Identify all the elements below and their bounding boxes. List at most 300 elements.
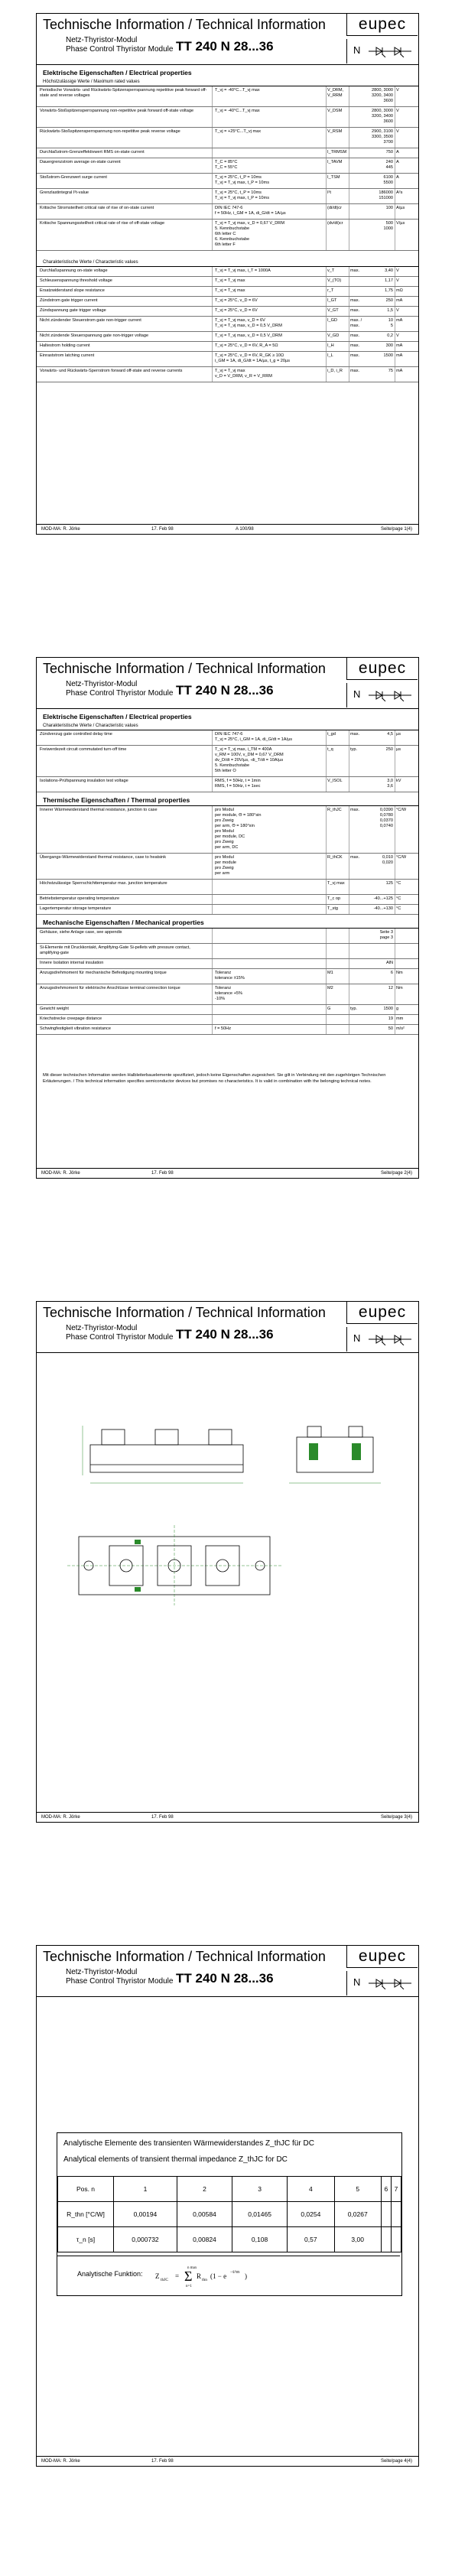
- rth-cell: [381, 2202, 391, 2227]
- svg-text:Σ: Σ: [184, 2269, 193, 2284]
- minmax-cell: max. / max.: [350, 318, 362, 328]
- disclaimer-note: Mit dieser technischen Information werden Halbleiterbauelemente spezifiziert, jedoch keine Eigenschaften zugesichert. Sie gilt in Verbindung mit den zugehörigen Technischen Erläuterungen. / This technical information specifies semiconductor devices but promises no characteristics. It is valid in combination with the belonging technical notes.: [43, 1073, 386, 1084]
- pos-label: Pos. n: [58, 2177, 114, 2202]
- thyristor-pair-icon: [369, 1977, 411, 1989]
- symbol-cell: t_q: [327, 747, 333, 752]
- type-designation: TT 240 N 28...36: [176, 1971, 274, 1986]
- symbol-cell: R_thCK: [327, 855, 343, 860]
- rth-label: R_thn [°C/W]: [58, 2202, 114, 2227]
- param-cell: Kritische Stromsteilheit critical rate of rise of on-state current: [40, 206, 154, 210]
- value-cell: 1500: [383, 1007, 393, 1011]
- condition-cell: DIN IEC 747-6 f = 50Hz, i_GM = 1A, di_G/dt = 1A/µs: [215, 206, 286, 216]
- page2-body: [37, 709, 418, 1088]
- type-designation: TT 240 N 28...36: [176, 39, 274, 54]
- condition-cell: pro Modul per module pro Zweig per arm: [215, 855, 236, 876]
- header: [37, 658, 418, 709]
- unit-cell: mΩ: [396, 288, 403, 293]
- table-row: [58, 2177, 401, 2202]
- circuit-symbol: [346, 1971, 418, 1995]
- symbol-cell: I_TRMSM: [327, 150, 347, 154]
- symbol-cell: V_DSM: [327, 109, 343, 113]
- value-cell: 19: [388, 1016, 393, 1021]
- param-cell: Anzugsdrehmoment für elektrische Anschlüsse terminal connection torque: [40, 986, 180, 990]
- rth-cell: [391, 2202, 401, 2227]
- param-cell: Isolations-Prüfspannung insulation test voltage: [40, 779, 128, 783]
- symbol-cell: G: [327, 1007, 331, 1011]
- type-designation: TT 240 N 28...36: [176, 1327, 274, 1342]
- footer-date: 17. Feb 98: [151, 1815, 174, 1820]
- table-row: [58, 2227, 401, 2252]
- table-mechanical: [37, 928, 418, 1035]
- table-row: [37, 128, 418, 148]
- value-cell: 2800, 3000 3200, 3400 3600: [372, 88, 393, 103]
- param-cell: Innere Isolation internal insulation: [40, 961, 104, 965]
- pos-cell: 5: [334, 2177, 381, 2202]
- unit-cell: µs: [396, 732, 401, 737]
- symbol-cell: M2: [327, 986, 333, 990]
- pos-cell: 1: [114, 2177, 177, 2202]
- table-row: [37, 204, 418, 220]
- unit-cell: mA: [396, 369, 403, 373]
- symbol-cell: i_D, i_R: [327, 369, 343, 373]
- table-row: [37, 929, 418, 944]
- circuit-symbol: [346, 1327, 418, 1351]
- symbol-cell: t_gd: [327, 732, 336, 737]
- table-thermal: [37, 805, 418, 915]
- tau-label: τ_n [s]: [58, 2227, 114, 2252]
- rth-cell: 0,00194: [114, 2202, 177, 2227]
- symbol-letter: N: [353, 44, 361, 56]
- condition-cell: T_vj = -40°C...T_vj max: [215, 88, 260, 93]
- condition-cell: T_vj = +25°C...T_vj max: [215, 129, 262, 134]
- symbol-cell: (di/dt)cr: [327, 206, 342, 210]
- symbol-cell: V_GD: [327, 333, 340, 338]
- condition-cell: T_C = 85°C T_C = 55°C: [215, 160, 238, 170]
- table-row: [37, 905, 418, 915]
- rth-cell: 0,0267: [334, 2202, 381, 2227]
- svg-text:n=1: n=1: [186, 2285, 192, 2288]
- pos-cell: 2: [177, 2177, 232, 2202]
- tau-cell: 0,108: [232, 2227, 288, 2252]
- minmax-cell: max.: [350, 333, 360, 338]
- condition-cell: T_vj = T_vj max, v_D = 0,5 V_DRM: [215, 333, 282, 338]
- table-row: [37, 730, 418, 746]
- header-sub-2: Phase Control Thyristor Module: [66, 1333, 174, 1342]
- unit-cell: V: [396, 278, 399, 283]
- table-row: [37, 1025, 418, 1035]
- value-cell: 1500: [383, 353, 393, 358]
- header: [37, 1302, 418, 1353]
- condition-cell: T_vj = T_vj max, i_T = 1000A: [215, 268, 271, 273]
- footer: [37, 1812, 418, 1822]
- tau-cell: 0,57: [288, 2227, 334, 2252]
- transient-title-en: Analytical elements of transient thermal impedance Z_thJC for DC: [63, 2155, 288, 2164]
- unit-cell: V: [396, 129, 399, 134]
- minmax-cell: typ.: [350, 747, 358, 752]
- symbol-cell: T_stg: [327, 906, 338, 911]
- unit-cell: mm: [396, 1016, 404, 1021]
- condition-cell: Toleranz tolerance +5% -10%: [215, 986, 242, 1001]
- unit-cell: mA: [396, 353, 403, 358]
- minmax-cell: max.: [350, 343, 360, 348]
- condition-cell: T_vj = T_vj max, i_TM = 400A v_RM = 100V, v_DM = 0,67 V_DRM dv_D/dt = 20V/µs, -di_T/dt = 10A/µs 5. Kennbuchstabe 5th letter O: [215, 747, 284, 773]
- table-row: [58, 2202, 401, 2227]
- header: [37, 14, 418, 65]
- condition-cell: DIN IEC 747-6 T_vj = 25°C, i_GM = 1A, di_G/dt = 1A/µs: [215, 732, 293, 742]
- sheet-3: [36, 1301, 419, 1823]
- symbol-cell: I_H: [327, 343, 334, 348]
- symbol-cell: V_DRM, V_RRM: [327, 88, 344, 98]
- param-cell: Kriechstrecke creepage distance: [40, 1016, 102, 1021]
- param-cell: Si-Elemente mit Druckkontakt, Amplifying-Gate Si-pellets with pressure contact, amplifying-gate: [40, 945, 190, 955]
- sheet-1: [36, 13, 419, 535]
- svg-text:): ): [245, 2272, 247, 2280]
- footer-author: MOD-MA: R. Jörke: [41, 1171, 80, 1176]
- condition-cell: RMS, f = 50Hz, t = 1min RMS, f = 50Hz, t = 1sec: [215, 779, 261, 789]
- symbol-cell: M1: [327, 971, 333, 975]
- transient-impedance-box: [57, 2132, 402, 2296]
- symbol-cell: V_ISOL: [327, 779, 343, 783]
- minmax-cell: max.: [350, 298, 360, 303]
- section-mechanical: Mechanische Eigenschaften / Mechanical properties: [43, 919, 204, 926]
- unit-cell: V: [396, 88, 399, 93]
- symbol-cell: V_RSM: [327, 129, 343, 134]
- symbol-cell: r_T: [327, 288, 334, 293]
- minmax-cell: max.: [350, 369, 360, 373]
- value-cell: 6100 5500: [383, 175, 393, 185]
- header-sub-1: Netz-Thyristor-Modul: [66, 680, 138, 688]
- circuit-symbol: [346, 683, 418, 707]
- param-cell: Durchlaßspannung on-state voltage: [40, 268, 108, 273]
- param-cell: Betriebstemperatur operating temperature: [40, 896, 120, 901]
- footer-page: Seite/page 2(4): [380, 1171, 412, 1176]
- symbol-cell: (dv/dt)cr: [327, 221, 343, 226]
- footer: [37, 524, 418, 534]
- thyristor-pair-icon: [369, 1333, 411, 1345]
- side-view-drawing: [83, 1426, 243, 1483]
- table-row: [37, 1015, 418, 1025]
- minmax-cell: max.: [350, 808, 360, 812]
- symbol-cell: R_thJC: [327, 808, 342, 812]
- table-row: [37, 220, 418, 251]
- symbol-cell: I_GD: [327, 318, 338, 323]
- value-cell: 0,2: [387, 333, 393, 338]
- table-row: [37, 895, 418, 905]
- value-cell: 125: [385, 881, 393, 886]
- pos-cell: 7: [391, 2177, 401, 2202]
- condition-cell: T_vj = T_vj max v_D = V_DRM, v_R = V_RRM: [215, 369, 272, 379]
- header-sub-2: Phase Control Thyristor Module: [66, 1977, 174, 1986]
- value-cell: -40...+125: [373, 896, 393, 901]
- value-cell: 3,0 3,6: [387, 779, 393, 789]
- condition-cell: T_vj = T_vj max: [215, 278, 245, 283]
- symbol-cell: T_c op: [327, 896, 341, 901]
- value-cell: -40...+130: [373, 906, 393, 911]
- footer-author: MOD-MA: R. Jörke: [41, 527, 80, 532]
- table-row: [37, 86, 418, 107]
- footer-date: 17. Feb 98: [151, 527, 174, 532]
- unit-cell: mA: [396, 298, 403, 303]
- minmax-cell: max.: [350, 732, 360, 737]
- condition-cell: T_vj = -40°C...T_vj max: [215, 109, 260, 113]
- table-row: [37, 107, 418, 128]
- symbol-letter: N: [353, 1332, 361, 1344]
- minmax-cell: max.: [350, 353, 360, 358]
- value-cell: 186000 151000: [379, 190, 393, 200]
- unit-cell: mA: [396, 318, 403, 323]
- symbol-cell: T_vj max: [327, 881, 345, 886]
- footer-page: Seite/page 3(4): [380, 1815, 412, 1820]
- condition-cell: T_vj = 25°C, v_D = 6V: [215, 298, 258, 303]
- param-cell: Dauergrenzstrom average on-state current: [40, 160, 121, 164]
- condition-cell: T_vj = 25°C, v_D = 6V, R_A = 5Ω: [215, 343, 278, 348]
- table-row: [37, 332, 418, 342]
- svg-text:thJC: thJC: [161, 2278, 169, 2282]
- tau-cell: [391, 2227, 401, 2252]
- param-cell: Grenzlastintegral I²t-value: [40, 190, 89, 195]
- thyristor-pair-icon: [369, 689, 411, 701]
- footer-page: Seite/page 1(4): [380, 527, 412, 532]
- header-title: Technische Information / Technical Information: [43, 17, 326, 32]
- eupec-logo: eupec: [346, 1946, 418, 1968]
- rth-cell: 0,00584: [177, 2202, 232, 2227]
- end-view-drawing: [289, 1426, 381, 1483]
- analytic-formula-drawing: [155, 2260, 301, 2291]
- symbol-cell: I_TAVM: [327, 160, 343, 164]
- table-row: [37, 148, 418, 158]
- symbol-cell: I²t: [327, 190, 331, 195]
- param-cell: Nicht zündende Steuerspannung gate non-trigger voltage: [40, 333, 149, 338]
- param-cell: Nicht zündender Steuerstrom gate non-trigger current: [40, 318, 141, 323]
- value-cell: 12: [388, 986, 393, 990]
- table-row: [37, 367, 418, 382]
- header-sub-1: Netz-Thyristor-Modul: [66, 1968, 138, 1976]
- minmax-cell: max.: [350, 855, 360, 860]
- unit-cell: A/µs: [396, 206, 405, 210]
- param-cell: Kritische Spannungssteilheit critical rate of rise of off-state voltage: [40, 221, 165, 226]
- case-outline-drawing: [37, 1353, 418, 1812]
- tau-cell: [381, 2227, 391, 2252]
- unit-cell: °C: [396, 896, 401, 901]
- symbol-cell: I_GT: [327, 298, 337, 303]
- table-row: [37, 777, 418, 792]
- table-max-rated: [37, 86, 418, 251]
- pos-cell: 3: [232, 2177, 288, 2202]
- table-row: [37, 174, 418, 189]
- svg-text:−t/τn: −t/τn: [230, 2270, 240, 2275]
- condition-cell: f = 50Hz: [215, 1026, 231, 1031]
- unit-cell: °C/W: [396, 855, 407, 860]
- header-sub-2: Phase Control Thyristor Module: [66, 45, 174, 54]
- table-electrical: [37, 730, 418, 792]
- value-cell: 1,75: [385, 288, 393, 293]
- unit-cell: V/µs: [396, 221, 405, 226]
- table-row: [37, 158, 418, 174]
- param-cell: Zündverzug gate controlled delay time: [40, 732, 112, 737]
- footer-ref: A 100/98: [236, 527, 254, 532]
- analytic-function: [57, 2256, 400, 2295]
- value-cell: 0,0390 0,0780 0,0370 0,0740: [379, 808, 393, 828]
- eupec-logo: eupec: [346, 658, 418, 680]
- table-row: [37, 1005, 418, 1015]
- table-row: [37, 984, 418, 1005]
- condition-cell: T_vj = 25°C, t_P = 10ms T_vj = T_vj max, t_P = 10ms: [215, 175, 269, 185]
- symbol-cell: v_T: [327, 268, 335, 273]
- footer: [37, 2456, 418, 2466]
- value-cell: 2900, 3100 3300, 3500 3700: [372, 129, 393, 145]
- condition-cell: T_vj = T_vj max, v_D = 6V T_vj = T_vj max, v_D = 0,5 V_DRM: [215, 318, 282, 328]
- unit-cell: V: [396, 268, 399, 273]
- param-cell: Schleusenspannung threshold voltage: [40, 278, 112, 283]
- eupec-logo: eupec: [346, 14, 418, 36]
- table-row: [37, 806, 418, 854]
- subsection-max-rated: Höchstzulässige Werte / Maximum rated values: [37, 78, 418, 86]
- value-cell: 1,17: [385, 278, 393, 283]
- param-cell: Schwingfestigkeit vibration resistance: [40, 1026, 111, 1031]
- symbol-cell: V_(TO): [327, 278, 342, 283]
- value-cell: 500 1000: [383, 221, 393, 231]
- table-characteristic: [37, 267, 418, 382]
- table-row: [37, 352, 418, 367]
- unit-cell: mA: [396, 343, 403, 348]
- unit-cell: g: [396, 1007, 399, 1011]
- unit-cell: A: [396, 160, 399, 164]
- value-cell: 250: [385, 747, 393, 752]
- table-row: [37, 277, 418, 287]
- symbol-cell: I_L: [327, 353, 333, 358]
- value-cell: 3,40: [385, 268, 393, 273]
- symbol-cell: I_TSM: [327, 175, 340, 180]
- value-cell: 75: [388, 369, 393, 373]
- param-cell: Gehäuse, siehe Anlage case, see appendix: [40, 930, 122, 935]
- header-sub-1: Netz-Thyristor-Modul: [66, 1324, 138, 1332]
- param-cell: Zündstrom gate trigger current: [40, 298, 98, 303]
- thyristor-pair-icon: [369, 45, 411, 57]
- svg-text:=: =: [175, 2272, 180, 2280]
- type-designation: TT 240 N 28...36: [176, 683, 274, 698]
- value-cell: 50: [388, 1026, 393, 1031]
- table-row: [37, 267, 418, 277]
- pos-cell: 6: [381, 2177, 391, 2202]
- header: [37, 1946, 418, 1997]
- param-cell: Gewicht weight: [40, 1007, 69, 1011]
- symbol-cell: V_GT: [327, 308, 339, 313]
- unit-cell: Nm: [396, 971, 403, 975]
- footer-date: 17. Feb 98: [151, 2459, 174, 2464]
- footer-page: Seite/page 4(4): [380, 2459, 412, 2464]
- value-cell: Seite 3 page 3: [379, 930, 393, 940]
- circuit-symbol: [346, 39, 418, 63]
- minmax-cell: typ.: [350, 1007, 358, 1011]
- header-title: Technische Information / Technical Information: [43, 1949, 326, 1964]
- svg-text:thn: thn: [202, 2278, 208, 2282]
- svg-text:(1 − e: (1 − e: [210, 2272, 227, 2280]
- param-cell: Haltestrom holding current: [40, 343, 90, 348]
- section-electrical: Elektrische Eigenschaften / Electrical properties: [43, 713, 192, 720]
- svg-text:n max: n max: [187, 2266, 197, 2270]
- symbol-letter: N: [353, 688, 361, 700]
- table-row: [37, 307, 418, 317]
- header-sub-2: Phase Control Thyristor Module: [66, 689, 174, 698]
- value-cell: 100: [385, 206, 393, 210]
- table-row: [37, 342, 418, 352]
- param-cell: Innerer Wärmewiderstand thermal resistance, junction to case: [40, 808, 158, 812]
- condition-cell: pro Modul per module, Θ = 180°sin pro Zweig per arm, Θ = 180°sin pro Modul per module, DC pro Zweig per arm, DC: [215, 808, 262, 850]
- value-cell: 2800, 3000 3200, 3400 3600: [372, 109, 393, 124]
- header-sub-1: Netz-Thyristor-Modul: [66, 36, 138, 44]
- tau-cell: 3,00: [334, 2227, 381, 2252]
- header-title: Technische Information / Technical Information: [43, 1305, 326, 1320]
- table-row: [37, 880, 418, 895]
- table-row: [37, 854, 418, 880]
- condition-cell: T_vj = 25°C, t_P = 10ms T_vj = T_vj max, t_P = 10ms: [215, 190, 269, 200]
- footer-author: MOD-MA: R. Jörke: [41, 1815, 80, 1820]
- minmax-cell: max.: [350, 268, 360, 273]
- condition-cell: T_vj = T_vj max: [215, 288, 245, 293]
- unit-cell: Nm: [396, 986, 403, 990]
- table-row: [37, 189, 418, 204]
- svg-text:Z: Z: [155, 2272, 160, 2280]
- unit-cell: V: [396, 109, 399, 113]
- sheet-4: [36, 1945, 419, 2467]
- value-cell: 250: [385, 298, 393, 303]
- pos-cell: 4: [288, 2177, 334, 2202]
- subsection-characteristic: Charakteristische Werte / Characteristic values: [37, 722, 418, 730]
- symbol-letter: N: [353, 1976, 361, 1988]
- value-cell: AlN: [385, 961, 393, 965]
- unit-cell: µs: [396, 747, 401, 752]
- sheet-2: [36, 657, 419, 1179]
- param-cell: Rückwärts-Stoßspitzensperrspannung non-repetitive peak reverse voltage: [40, 129, 180, 134]
- param-cell: Einraststrom latching current: [40, 353, 95, 358]
- unit-cell: V: [396, 308, 399, 313]
- condition-cell: T_vj = T_vj max, v_D = 0,67 V_DRM 5. Kennbuchstabe 6th letter C 6. Kennbuchstabe 6th letter F: [215, 221, 284, 247]
- value-cell: 0,010 0,020: [382, 855, 393, 865]
- param-cell: Periodische Vorwärts- und Rückwärts-Spitzensperrspannung repetitive peak forward off-state and reverse voltages: [40, 88, 207, 98]
- value-cell: 240 445: [385, 160, 393, 170]
- param-cell: Anzugsdrehmoment für mechanische Befestigung mounting torque: [40, 971, 167, 975]
- param-cell: Stoßstrom-Grenzwert surge current: [40, 175, 107, 180]
- unit-cell: °C: [396, 906, 401, 911]
- analytic-label: Analytische Funktion:: [77, 2270, 143, 2278]
- footer: [37, 1168, 418, 1178]
- footer-author: MOD-MA: R. Jörke: [41, 2459, 80, 2464]
- header-title: Technische Information / Technical Information: [43, 661, 326, 676]
- unit-cell: A: [396, 175, 399, 180]
- table-row: [37, 944, 418, 959]
- param-cell: Übergangs-Wärmewiderstand thermal resistance, case to heatsink: [40, 855, 167, 860]
- table-row: [37, 959, 418, 969]
- transient-title-de: Analytische Elemente des transienten Wärmewiderstandes Z_thJC für DC: [63, 2139, 314, 2148]
- param-cell: Freiwerdezeit circuit commutated turn-off time: [40, 747, 127, 752]
- value-cell: 10 5: [388, 318, 393, 328]
- unit-cell: °C: [396, 881, 401, 886]
- unit-cell: V: [396, 333, 399, 338]
- param-cell: Ersatzwiderstand slope resistance: [40, 288, 105, 293]
- param-cell: Lagertemperatur storage temperature: [40, 906, 112, 911]
- subsection-characteristic: Charakteristische Werte / Characteristic values: [37, 259, 418, 267]
- tau-cell: 0,000732: [114, 2227, 177, 2252]
- value-cell: 4,5: [387, 732, 393, 737]
- rth-cell: 0,0254: [288, 2202, 334, 2227]
- param-cell: Vorwärts- und Rückwärts-Sperrstrom forward off-state and reverse currents: [40, 369, 183, 373]
- rth-cell: 0,01465: [232, 2202, 288, 2227]
- tau-cell: 0,00824: [177, 2227, 232, 2252]
- param-cell: Zündspannung gate trigger voltage: [40, 308, 106, 313]
- section-thermal: Thermische Eigenschaften / Thermal properties: [43, 796, 190, 804]
- condition-cell: T_vj = 25°C, v_D = 6V: [215, 308, 258, 313]
- param-cell: Vorwärts-Stoßspitzensperrspannung non-repetitive peak forward off-state voltage: [40, 109, 194, 113]
